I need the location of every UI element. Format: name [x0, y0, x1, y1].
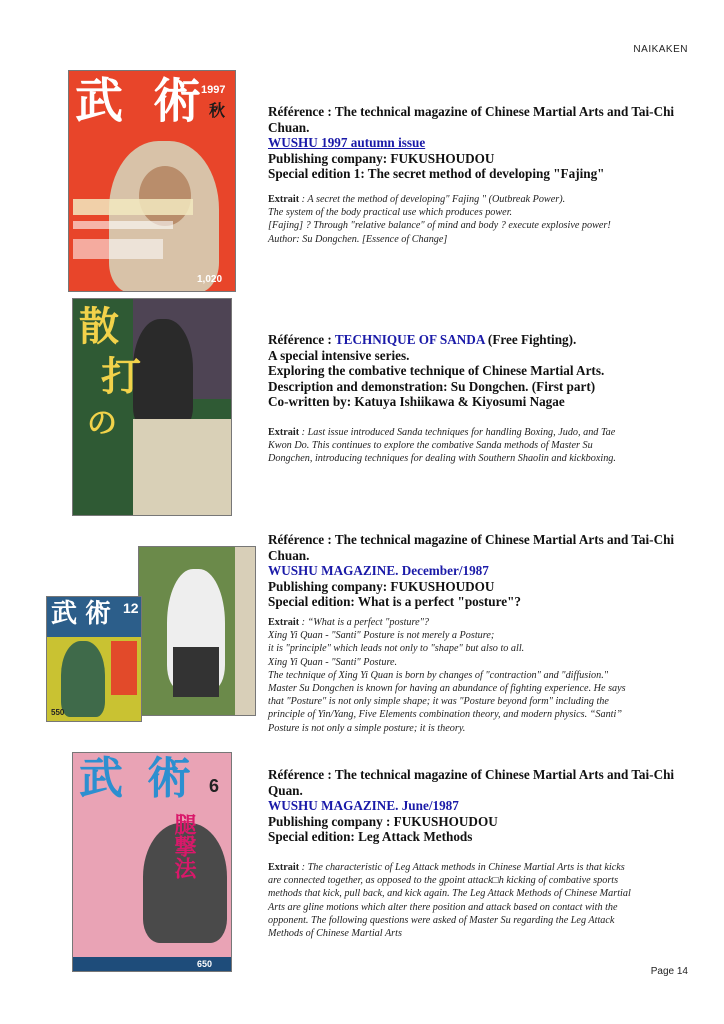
extract-line: [Fajing] ? Through "relative balance" of mind and body ? execute explosive power! — [268, 220, 611, 232]
reference-line: Référence : The technical magazine of Chinese Martial Arts and Tai-Chi Quan. — [268, 767, 675, 798]
header-brand: NAIKAKEN — [633, 44, 688, 55]
reference-block — [268, 532, 694, 610]
reference-publisher: Publishing company: FUKUSHOUDOU — [268, 578, 495, 594]
reference-issue: WUSHU MAGAZINE. June/1987 — [268, 798, 459, 814]
extract-line: Dongchen, introducing techniques for dealing with Southern Shaolin and kickboxing. — [268, 453, 616, 465]
reference-line: Exploring the combative technique of Chinese Martial Arts. — [268, 363, 605, 379]
reference-edition: Special edition: Leg Attack Methods — [268, 829, 473, 845]
reference-edition: Special edition 1: The secret method of developing "Fajing" — [268, 166, 605, 182]
extract-label: Extrait — [268, 861, 300, 873]
extract-line: methods that kick, pull back, and kick again. The Leg Attack Methods of Chinese Martial — [268, 888, 631, 900]
cover-issue-number: 6 — [209, 776, 220, 796]
extract-line: that "Posture" is not only simple shape; it was "Posture beyond form" including the — [268, 696, 609, 708]
magazine-cover-technique-of-sanda — [72, 298, 232, 516]
reference-line: Description and demonstration: Su Dongchen. (First part) — [268, 378, 596, 394]
reference-issue-link[interactable]: WUSHU 1997 autumn issue — [268, 135, 426, 151]
extract-label: Extrait — [268, 193, 300, 205]
reference-entry-4 — [268, 767, 694, 940]
reference-line: Co-written by: Katuya Ishiikawa & Kiyosumi Nagae — [268, 394, 565, 410]
reference-entry-3 — [268, 532, 694, 735]
reference-entry-2 — [268, 332, 694, 466]
cover-title-kanji-2: 術 — [153, 73, 202, 129]
extract-block: Extrait : “What is a perfect "posture"? Xing Yi Quan - "Santi" Posture is not merely a Posture; it is "principle" which leads not only to "shape" but also to all. Xing Yi Quan - "Santi" Posture. The technique of Xing Yi Quan is born by changes of "contraction" and "diffusion." Master Su Dongchen is known for having an abundance of fighting experience. He says that "Posture" is not only simple shape; it was "Posture beyond form" including the principle of Yin/Yang, Five Elements combination theory, and modern physics. “Santi” Posture is not only a simple posture; it is theory. — [268, 616, 694, 735]
magazine-cover-wushu-december-1987 — [46, 596, 142, 722]
reference-entry-1 — [268, 104, 694, 246]
cover-title-kanji-1: 散 — [79, 303, 119, 350]
reference-line: Référence : TECHNIQUE OF SANDA (Free Fighting). — [268, 332, 577, 347]
extract-line: are connected together, as opposed to the gpoint attack□h kicking of combative sports — [268, 875, 619, 887]
cover-article-text — [133, 419, 232, 516]
extract-line: Master Su Dongchen is known for having an abundance of fighting experience. He says — [268, 682, 626, 694]
reference-line: Référence : The technical magazine of Chinese Martial Arts and Tai-Chi Chuan. — [268, 532, 675, 563]
cover-title-kanji-2: 術 — [147, 753, 191, 804]
extract-block: Extrait : A secret the method of developing" Fajing " (Outbreak Power). The system of the body practical use which produces power. [Fajing] ? Through "relative balance" of mind and body ? execute explosive power! Author: Su Dongchen. [Essence of Change] — [268, 193, 694, 246]
extract-line: Xing Yi Quan - "Santi" Posture. — [268, 656, 398, 668]
extract-line: Kwon Do. This continues to explore the combative Sanda methods of Master Su — [268, 440, 593, 452]
magazine-cover-wushu-1997-autumn — [68, 70, 236, 292]
cover-title-kanji-1: 武 — [79, 753, 123, 804]
reference-block — [268, 104, 694, 182]
cover-price: 550 — [51, 708, 65, 717]
extract-line: Posture is not only a simple posture; it is theory. — [268, 722, 466, 734]
cover-price: 650 — [197, 959, 213, 969]
extract-line: The technique of Xing Yi Quan is born by changes of "contraction" and "diffusion." — [268, 669, 609, 681]
reference-publisher: Publishing company: FUKUSHOUDOU — [268, 150, 495, 166]
cover-year: 1997 — [201, 84, 226, 96]
cover-season-kanji: 秋 — [209, 101, 226, 120]
reference-block — [268, 767, 694, 845]
reference-line: Référence : The technical magazine of Chinese Martial Arts and Tai-Chi Chuan. — [268, 104, 675, 135]
extract-line: Author: Su Dongchen. [Essence of Change] — [268, 233, 448, 245]
extract-label: Extrait — [268, 426, 300, 438]
extract-line: Arts are gline motions which alter there position and attack based on contact with the — [268, 901, 618, 913]
reference-title-highlight: TECHNIQUE OF SANDA — [334, 332, 485, 347]
extract-line: Methods of Chinese Martial Arts — [268, 927, 402, 939]
cover-figure — [133, 319, 193, 429]
cover-headline-vertical: 腿撃法 — [171, 813, 197, 879]
cover-price: 1,020 — [197, 274, 223, 285]
reference-edition: Special edition: What is a perfect "posture"? — [268, 594, 521, 610]
magazine-photo-santi-posture — [138, 546, 256, 716]
cover-title-kanji-1: 武 — [75, 73, 124, 129]
extract-line: Xing Yi Quan - "Santi" Posture is not merely a Posture; — [268, 630, 495, 642]
extract-block: Extrait : The characteristic of Leg Attack methods in Chinese Martial Arts is that kicks are connected together, as opposed to the gpoint attack□h kicking of combative sports methods that kick, pull back, and kick again. The Leg Attack Methods of Chinese Martial Arts are gline motions which alter there position and attack based on contact with the opponent. The following questions were asked of Master Su regarding the Leg Attack Methods of Chinese Martial Arts — [268, 861, 694, 940]
cover-headline-band — [73, 199, 193, 215]
cover-title-kanji-3: の — [87, 406, 117, 441]
extract-line: The system of the body practical use which produces power. — [268, 207, 513, 219]
cover-title-kanji-2: 打 — [101, 353, 141, 400]
cover-title-kanji-1: 武 — [51, 599, 78, 629]
reference-issue: WUSHU MAGAZINE. December/1987 — [268, 563, 489, 579]
extract-line: principle of Yin/Yang, Five Elements combination theory, and modern physics. “Santi” — [268, 709, 622, 721]
extract-line: opponent. The following questions were asked of Master Su regarding the Leg Attack — [268, 914, 615, 926]
page-number: Page 14 — [650, 966, 688, 977]
reference-publisher: Publishing company : FUKUSHOUDOU — [268, 813, 498, 829]
magazine-cover-wushu-june-1987 — [72, 752, 232, 972]
reference-block — [268, 332, 694, 410]
cover-title-kanji-2: 術 — [85, 599, 112, 629]
extract-line: it is "principle" which leads not only to "shape" but also to all. — [268, 643, 525, 655]
reference-line: A special intensive series. — [268, 347, 410, 363]
extract-label: Extrait — [268, 616, 300, 628]
extract-block: Extrait : Last issue introduced Sanda techniques for handling Boxing, Judo, and Tae Kwon Do. This continues to explore the combative Sanda methods of Master Su Dongchen, introducing techniques for dealing with Southern Shaolin and kickboxing. — [268, 426, 694, 466]
cover-figure — [61, 641, 105, 717]
cover-issue-number: 12 — [123, 600, 139, 616]
